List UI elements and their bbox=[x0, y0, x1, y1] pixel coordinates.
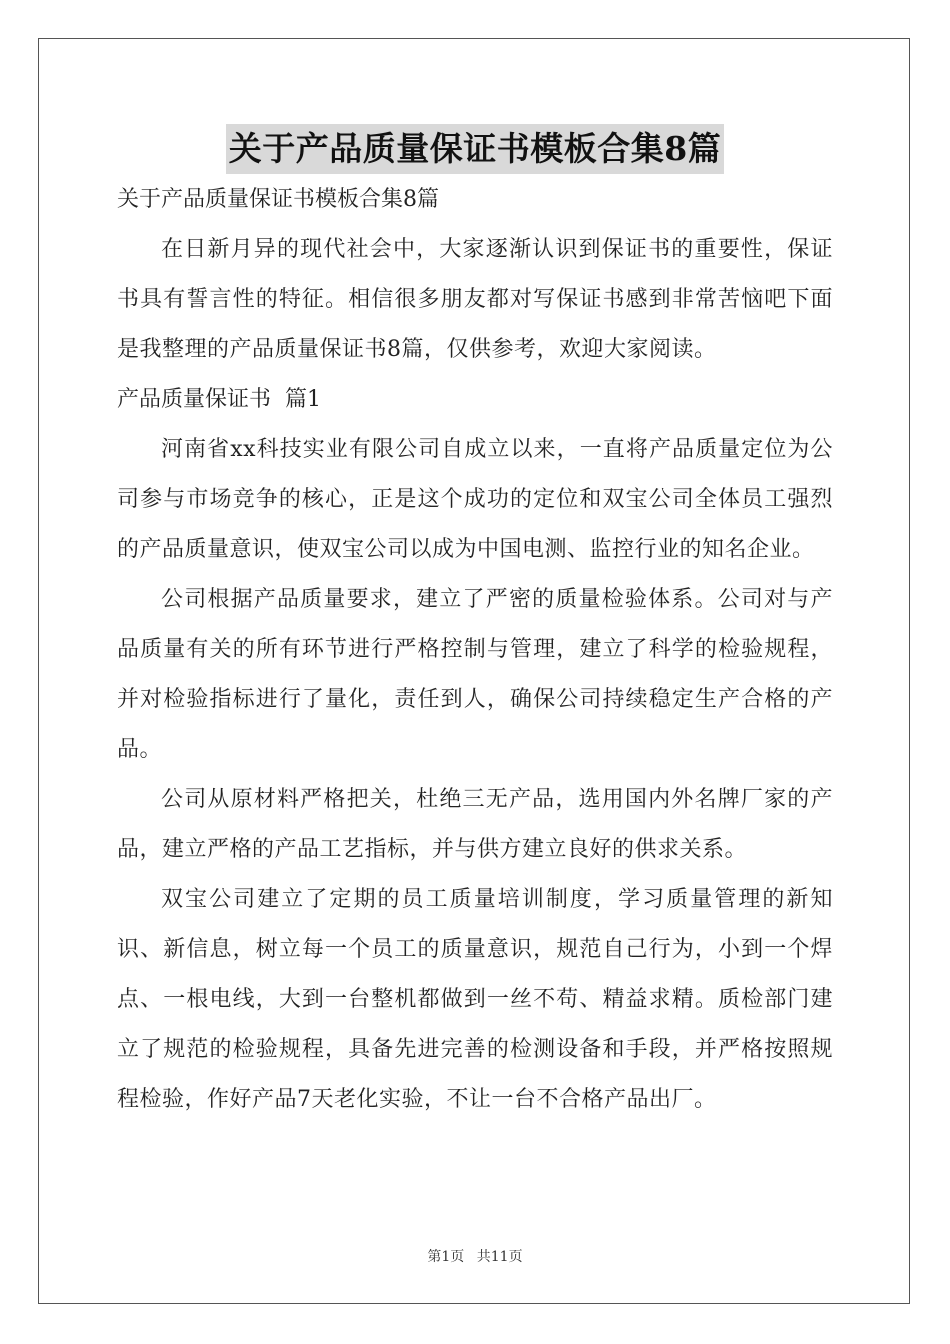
body-paragraph-3: 公司从原材料严格把关，杜绝三无产品，选用国内外名牌厂家的产品，建立严格的产品工艺指标，并与供方建立良好的供求关系。 bbox=[117, 787, 833, 862]
page-total: 共11页 bbox=[476, 1249, 523, 1265]
title-wrap bbox=[0, 124, 950, 174]
body-paragraph-2: 公司根据产品质量要求，建立了严密的质量检验体系。公司对与产品质量有关的所有环节进行严格控制与管理，建立了科学的检验规程，并对检验指标进行了量化，责任到人，确保公司持续稳定生产合格的产品。 bbox=[117, 587, 833, 762]
page-number: 第1页 bbox=[427, 1249, 465, 1265]
body-paragraph-1: 河南省xx科技实业有限公司自成立以来，一直将产品质量定位为公司参与市场竞争的核心，正是这个成功的定位和双宝公司全体员工强烈的产品质量意识，使双宝公司以成为中国电测、监控行业的知名企业。 bbox=[117, 437, 833, 562]
document-title: 关于产品质量保证书模板合集8篇 bbox=[226, 124, 724, 174]
body-paragraph-4: 双宝公司建立了定期的员工质量培训制度，学习质量管理的新知识、新信息，树立每一个员工的质量意识，规范自己行为，小到一个焊点、一根电线，大到一台整机都做到一丝不苟、精益求精。质检部门建立了规范的检验规程，具备先进完善的检测设备和手段，并严格按照规程检验，作好产品7天老化实验，不让一台不合格产品出厂。 bbox=[117, 887, 833, 1112]
section-heading: 产品质量保证书 篇1 bbox=[117, 387, 321, 412]
document-body bbox=[117, 175, 833, 1125]
intro-paragraph: 在日新月异的现代社会中，大家逐渐认识到保证书的重要性，保证书具有誓言性的特征。相信很多朋友都对写保证书感到非常苦恼吧下面是我整理的产品质量保证书8篇，仅供参考，欢迎大家阅读。 bbox=[117, 237, 833, 362]
page-footer bbox=[0, 1246, 950, 1266]
document-subtitle: 关于产品质量保证书模板合集8篇 bbox=[117, 187, 439, 212]
